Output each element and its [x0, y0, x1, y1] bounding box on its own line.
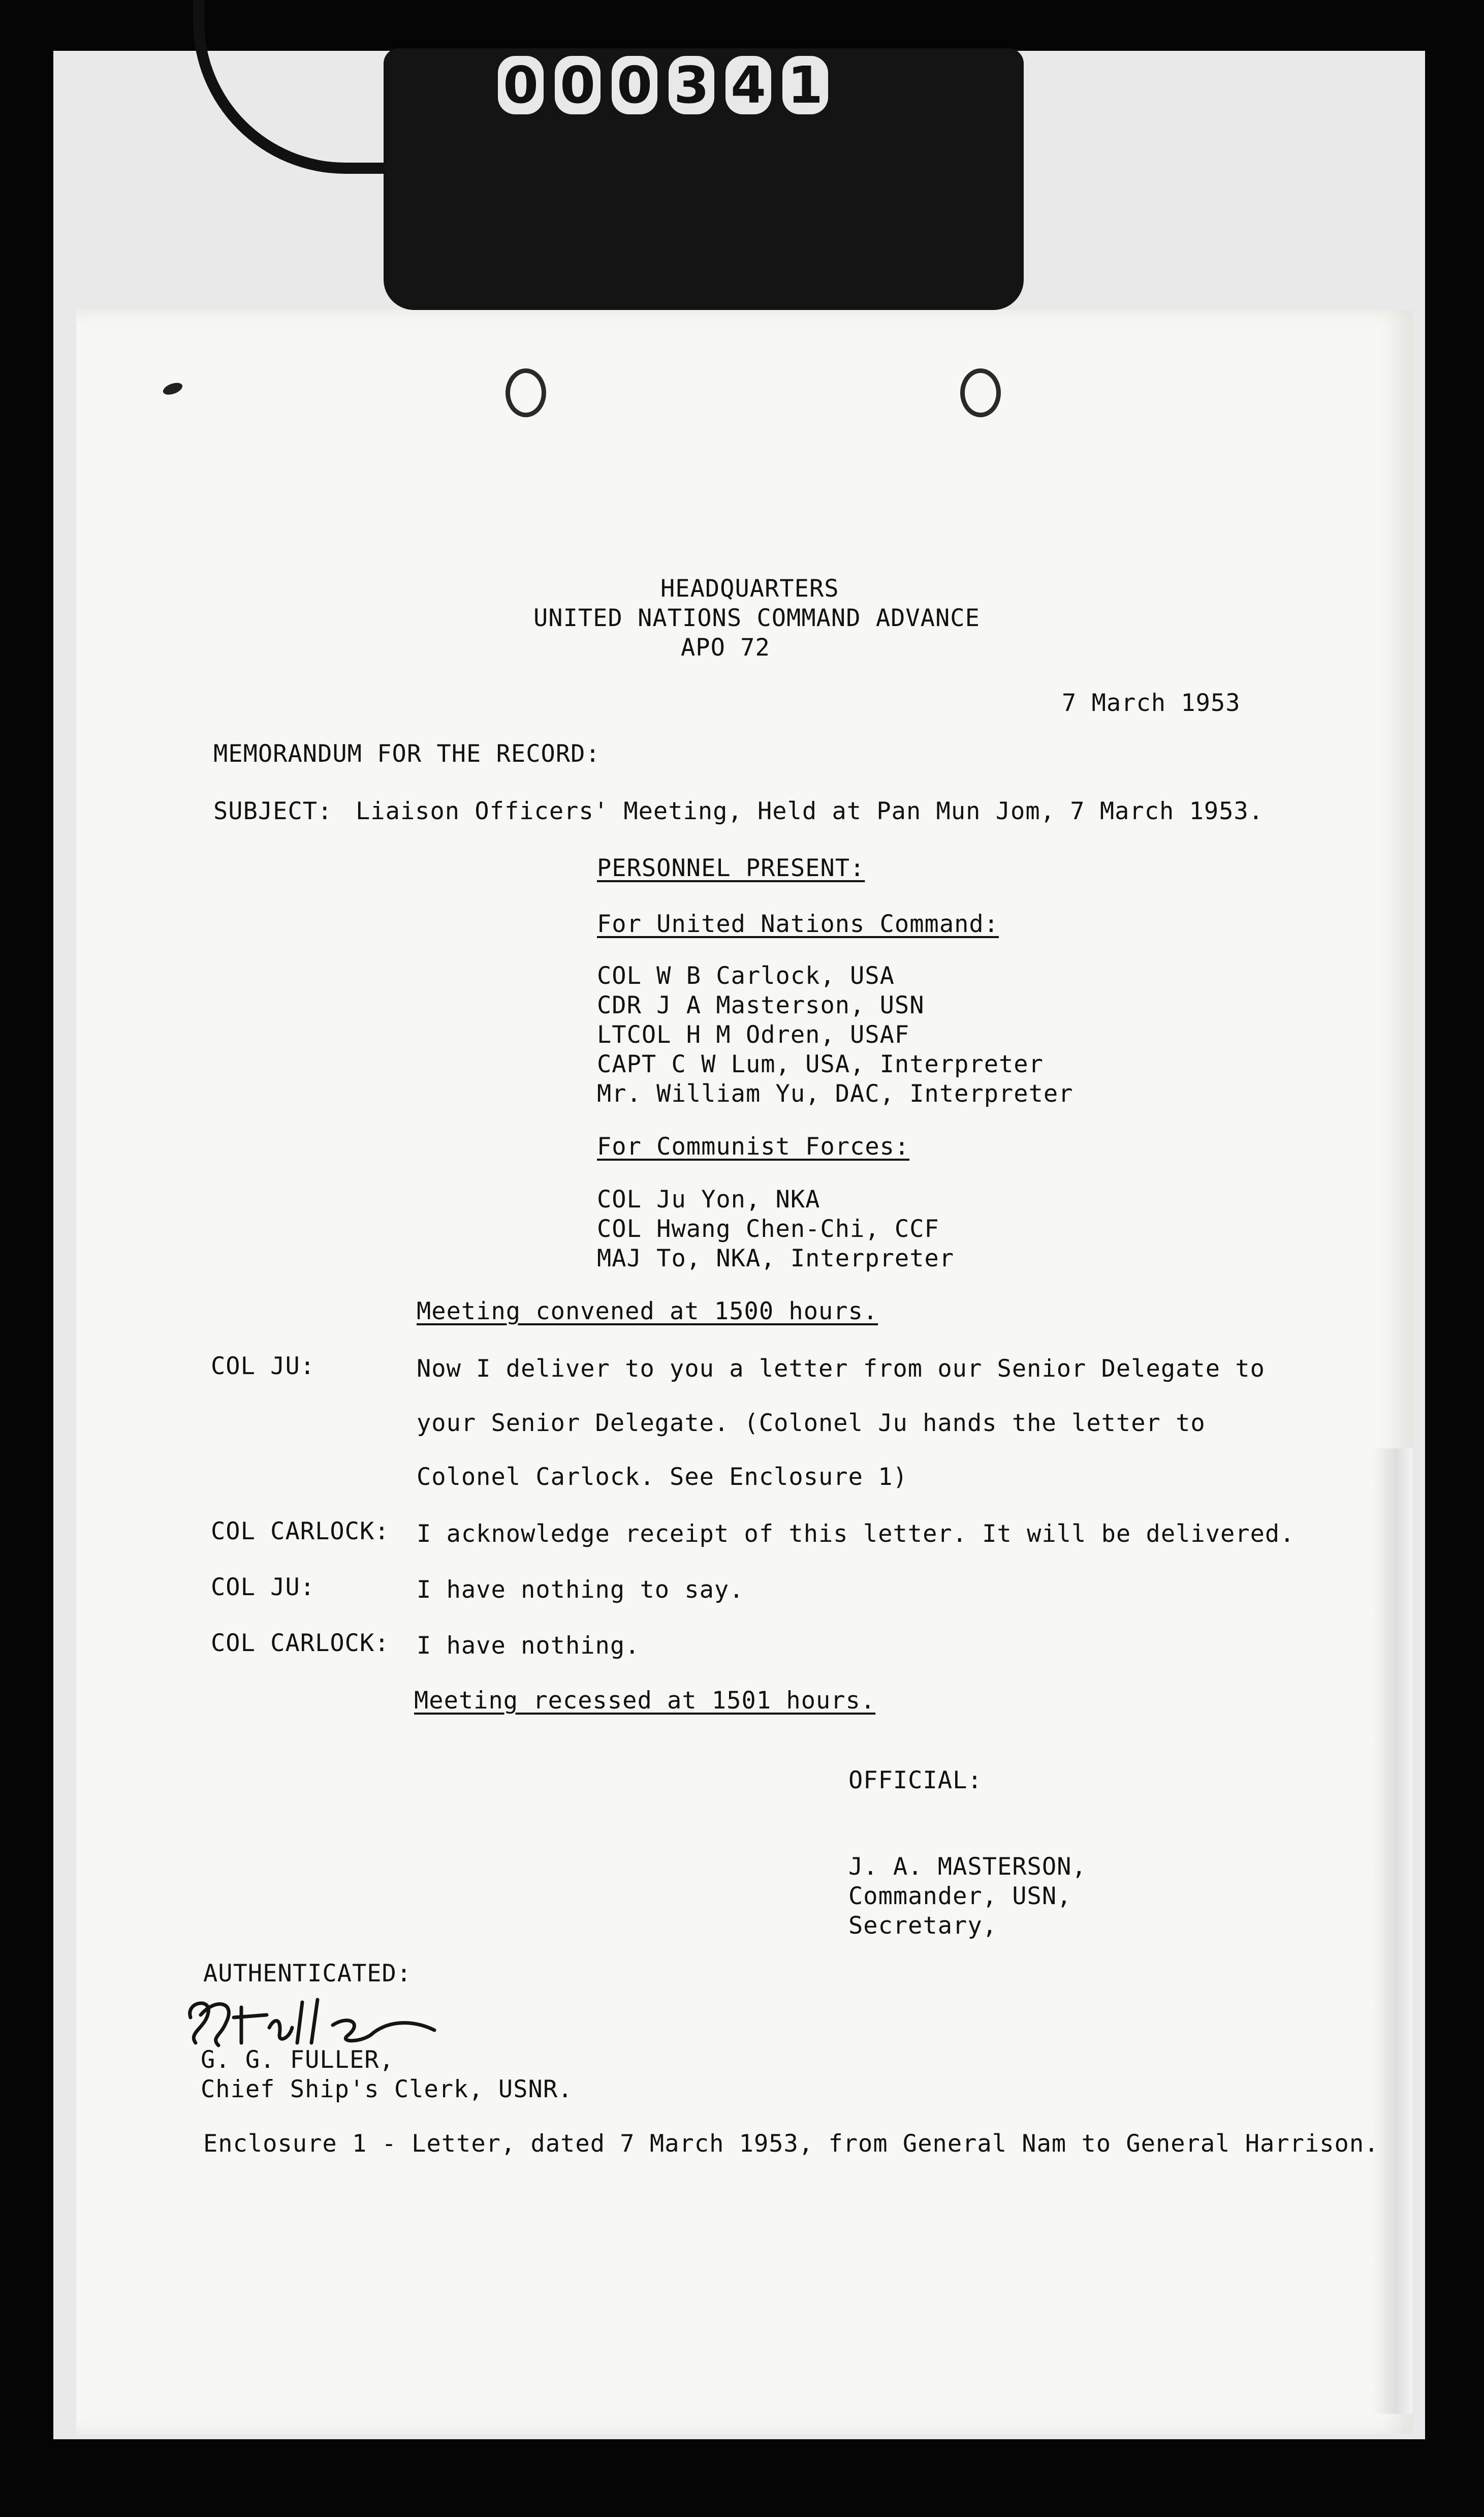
un-member: CDR J A Masterson, USN [597, 991, 925, 1019]
personnel-heading: PERSONNEL PRESENT: [597, 854, 865, 882]
un-member: LTCOL H M Odren, USAF [597, 1021, 910, 1049]
speaker-label: COL JU: [211, 1573, 315, 1601]
header-line-3: APO 72 [681, 634, 770, 662]
counter-digit: 0 [612, 56, 657, 114]
transcript-line: I acknowledge receipt of this letter. It will be delivered. [417, 1520, 1295, 1548]
authenticated-label: AUTHENTICATED: [203, 1960, 412, 1987]
un-member: CAPT C W Lum, USA, Interpreter [597, 1050, 1044, 1078]
subject-text: Liaison Officers' Meeting, Held at Pan Mun Jom, 7 March 1953. [356, 797, 1264, 825]
authenticator-name: G. G. FULLER, [201, 2046, 394, 2074]
counter-digit: 3 [669, 56, 714, 114]
header-line-2: UNITED NATIONS COMMAND ADVANCE [533, 604, 980, 632]
punch-hole [960, 368, 1001, 417]
meeting-recessed: Meeting recessed at 1501 hours. [414, 1687, 876, 1715]
speaker-label: COL JU: [211, 1352, 315, 1380]
cf-member: COL Ju Yon, NKA [597, 1186, 820, 1214]
official-name: J. A. MASTERSON, [848, 1853, 1087, 1881]
cf-member: MAJ To, NKA, Interpreter [597, 1245, 955, 1272]
official-title: Secretary, [848, 1912, 997, 1940]
page-edge-shadow [1372, 1448, 1412, 2414]
cf-member: COL Hwang Chen-Chi, CCF [597, 1215, 939, 1243]
punch-hole [506, 368, 546, 417]
memo-heading: MEMORANDUM FOR THE RECORD: [213, 740, 601, 768]
transcript-line: Now I deliver to you a letter from our Senior Delegate to [417, 1355, 1265, 1383]
subject-label: SUBJECT: [213, 797, 333, 825]
cf-heading: For Communist Forces: [597, 1133, 910, 1161]
speaker-label: COL CARLOCK: [211, 1517, 390, 1545]
un-heading: For United Nations Command: [597, 910, 999, 938]
transcript-line: your Senior Delegate. (Colonel Ju hands the letter to [417, 1409, 1206, 1437]
authenticator-title: Chief Ship's Clerk, USNR. [201, 2075, 573, 2103]
transcript-line: Colonel Carlock. See Enclosure 1) [417, 1463, 908, 1491]
frame-counter [498, 56, 828, 114]
official-rank: Commander, USN, [848, 1882, 1072, 1910]
enclosure-note: Enclosure 1 - Letter, dated 7 March 1953, from General Nam to General Harrison. [203, 2130, 1379, 2158]
counter-digit: 0 [555, 56, 601, 114]
transcript-line: I have nothing. [417, 1632, 640, 1660]
transcript-line: I have nothing to say. [417, 1576, 744, 1604]
official-label: OFFICIAL: [848, 1766, 983, 1794]
speaker-label: COL CARLOCK: [211, 1629, 390, 1657]
counter-digit: 0 [498, 56, 544, 114]
un-member: COL W B Carlock, USA [597, 962, 895, 990]
memo-date: 7 March 1953 [1062, 689, 1241, 717]
meeting-convened: Meeting convened at 1500 hours. [417, 1297, 878, 1325]
counter-digit: 4 [725, 56, 771, 114]
counter-digit: 1 [782, 56, 828, 114]
header-line-1: HEADQUARTERS [660, 575, 839, 603]
un-member: Mr. William Yu, DAC, Interpreter [597, 1080, 1073, 1108]
